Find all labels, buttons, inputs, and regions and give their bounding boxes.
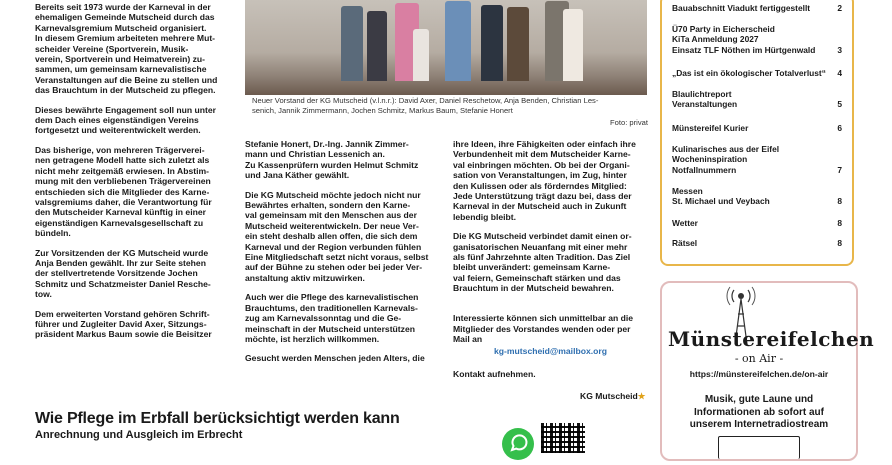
contact-text: Interessierte können sich unmittelbar an die Mitglieder des Vorstandes wenden oder per Mail an [453, 313, 634, 344]
toc-item-label: Wetter [672, 218, 698, 228]
signature-text: KG Mutscheid [580, 391, 638, 401]
paragraph: Die KG Mutscheid möchte jedoch nicht nur Bewährtes erhalten, sondern den Karne- val gemeinsam mit den Menschen aus der Mutscheid weiterentwickeln. Der neue Ver- ein steht deshalb allen offen, die sich dem Karneval und der Region verbunden fühlen Eine Mitgliedschaft setzt nicht voraus, selbst auf der Bühne zu stehen oder bei jeder Ver- anstaltung aktiv mitzuwirken. [245, 189, 429, 283]
toc-item-page: 6 [837, 123, 842, 133]
paragraph: Dieses bewährte Engagement soll nun unter dem Dach eines eigenständigen Vereins fortgesetzt und weiterentwickelt werden. [35, 104, 216, 136]
toc-item-page: 5 [837, 99, 842, 110]
toc-item[interactable] [672, 68, 842, 78]
toc-item-label: Messen St. Michael und Veybach [672, 186, 770, 207]
toc-item-label: „Das ist ein ökologischer Totalverlust“ [672, 68, 826, 78]
paragraph: ihre Ideen, ihre Fähigkeiten oder einfach ihre Verbundenheit mit dem Mutscheider Karne- val einbringen möchten. Ob bei der Organi- sation von Veranstaltungen, im Zug, hinter den Kulissen oder als förderndes Mitglied: Jede Unterstützung trägt dazu bei, dass der Karneval in der Mutscheid auch in Zukunft lebendig bleibt. [453, 139, 636, 222]
paragraph: Die KG Mutscheid verbindet damit einen or- ganisatorischen Neuanfang mit einer mehr als fünf Jahrzehnte alten Tradition. Das Ziel bleibt unverändert: gemeinsam Karne- val feiern, Gemeinschaft stärken und das Brauchtum in der Mutscheid bewahren. [453, 231, 632, 294]
toc-item[interactable] [672, 89, 842, 110]
toc-item-page: 8 [837, 196, 842, 207]
toc-item-page: 7 [837, 164, 842, 175]
radio-title: Münstereifelchen [668, 327, 875, 351]
toc-item[interactable] [672, 3, 842, 13]
paragraph: Gesucht werden Menschen jeden Alters, die [245, 353, 425, 364]
contact-email-link[interactable]: kg-mutscheid@mailbox.org [494, 346, 607, 357]
paragraph: Auch wer die Pflege des karnevalistischen Brauchtums, den traditionellen Karnevals- zug am Karnevalssonntag und die Ge- meinschaft in der Mutscheid unterstützen möchte, ist herzlich willkommen. [245, 292, 419, 344]
photo-credit: Foto: privat [610, 118, 648, 127]
article-column-1 [35, 2, 231, 349]
star-icon: ★ [637, 391, 646, 401]
toc-item-label: Rätsel [672, 238, 698, 248]
toc-item-page: 8 [837, 238, 842, 248]
radio-tagline: Musik, gute Laune und Informationen ab sofort auf unserem Internetradiostream [689, 394, 829, 430]
article-column-2 [245, 139, 441, 373]
toc-item-page: 8 [837, 218, 842, 228]
toc-item-label: Ü70 Party in Eicherscheid KiTa Anmeldung 2027 Einsatz TLF Nöthen im Hürtgenwald [672, 24, 816, 55]
qr-code [541, 423, 585, 453]
next-article-headline: Wie Pflege im Erbfall berücksichtigt werden kann [35, 410, 400, 427]
contact-text-end: Kontakt aufnehmen. [453, 369, 536, 380]
toc-item[interactable] [672, 218, 842, 228]
toc-item[interactable] [672, 123, 842, 133]
paragraph: Zur Vorsitzenden der KG Mutscheid wurde Anja Benden gewählt. Ihr zur Seite stehen der stellvertretende Vorsitzende Jochen Schmitz und Schatzmeister Daniel Resche- tow. [35, 247, 211, 300]
toc-item-label: Kulinarisches aus der Eifel Wocheninspiration Notfallnummern [672, 144, 780, 175]
toc-item-page: 2 [837, 3, 842, 13]
radio-advert [660, 281, 875, 461]
table-of-contents [660, 0, 854, 266]
paragraph: Stefanie Honert, Dr.-Ing. Jannik Zimmer- mann und Christian Lessenich an. Zu Kassenprüfern wurden Helmut Schmitz und Jana Käther gewählt. [245, 139, 419, 181]
next-article-subhead: Anrechnung und Ausgleich im Erbrecht [35, 429, 243, 441]
toc-item[interactable] [672, 24, 842, 55]
paragraph: Das bisherige, von mehreren Trägerverei- nen getragene Modell hatte sich zuletzt als nicht mehr zeitgemäß erwiesen. In Abstim- mung mit den verbliebenen Trägervereinen entschieden sich die Mitglieder des Karne- valsgremiums daher, die Verantwortung für den Mutscheider Karneval künftig in einer eigenständigen Karnevalsgesellschaft zu bündeln. [35, 144, 212, 239]
toc-item-label: Blaulichtreport Veranstaltungen [672, 89, 738, 110]
toc-item[interactable] [672, 144, 842, 175]
radio-url-link[interactable]: https://münstereifelchen.de/on-air [689, 369, 829, 379]
toc-item[interactable] [672, 238, 842, 248]
radio-on-air: - on Air - [734, 352, 784, 365]
paragraph: Dem erweiterten Vorstand gehören Schrift- führer und Zugleiter David Axer, Sitzungs- präsident Markus Baum sowie die Beisitzer [35, 308, 212, 340]
toc-item[interactable] [672, 186, 842, 207]
paragraph: Bereits seit 1973 wurde der Karneval in der ehemaligen Gemeinde Mutscheid durch das Karnevalsgremium Mutscheid organisiert. In diesem Gremium arbeiteten mehrere Mut- scheider Vereine (Sportverein, Musik- verein, Sportverein und Heimatverein) zu- sammen, um gemeinsam karnevalistische Veranstaltungen auf die Beine zu stellen und das Brauchtum in der Mutscheid zu pflegen. [35, 2, 218, 96]
photo-caption: Neuer Vorstand der KG Mutscheid (v.l.n.r.): David Axer, Daniel Reschetow, Anja Benden, Christian Les- senich, Jannik Zimmermann, Jochen Schmitz, Markus Baum, Stefanie Honert [252, 96, 599, 115]
toc-item-page: 4 [837, 68, 842, 78]
article-signature [580, 391, 646, 402]
toc-item-page: 3 [837, 44, 842, 55]
article-column-3 [453, 139, 648, 380]
board-group-photo [245, 0, 647, 95]
toc-item-label: Bauabschnitt Viadukt fertiggestellt [672, 3, 811, 13]
radio-banner-graphic [718, 436, 800, 459]
contact-paragraph [453, 303, 648, 380]
toc-item-label: Münstereifel Kurier [672, 123, 749, 133]
whatsapp-icon [502, 428, 534, 460]
